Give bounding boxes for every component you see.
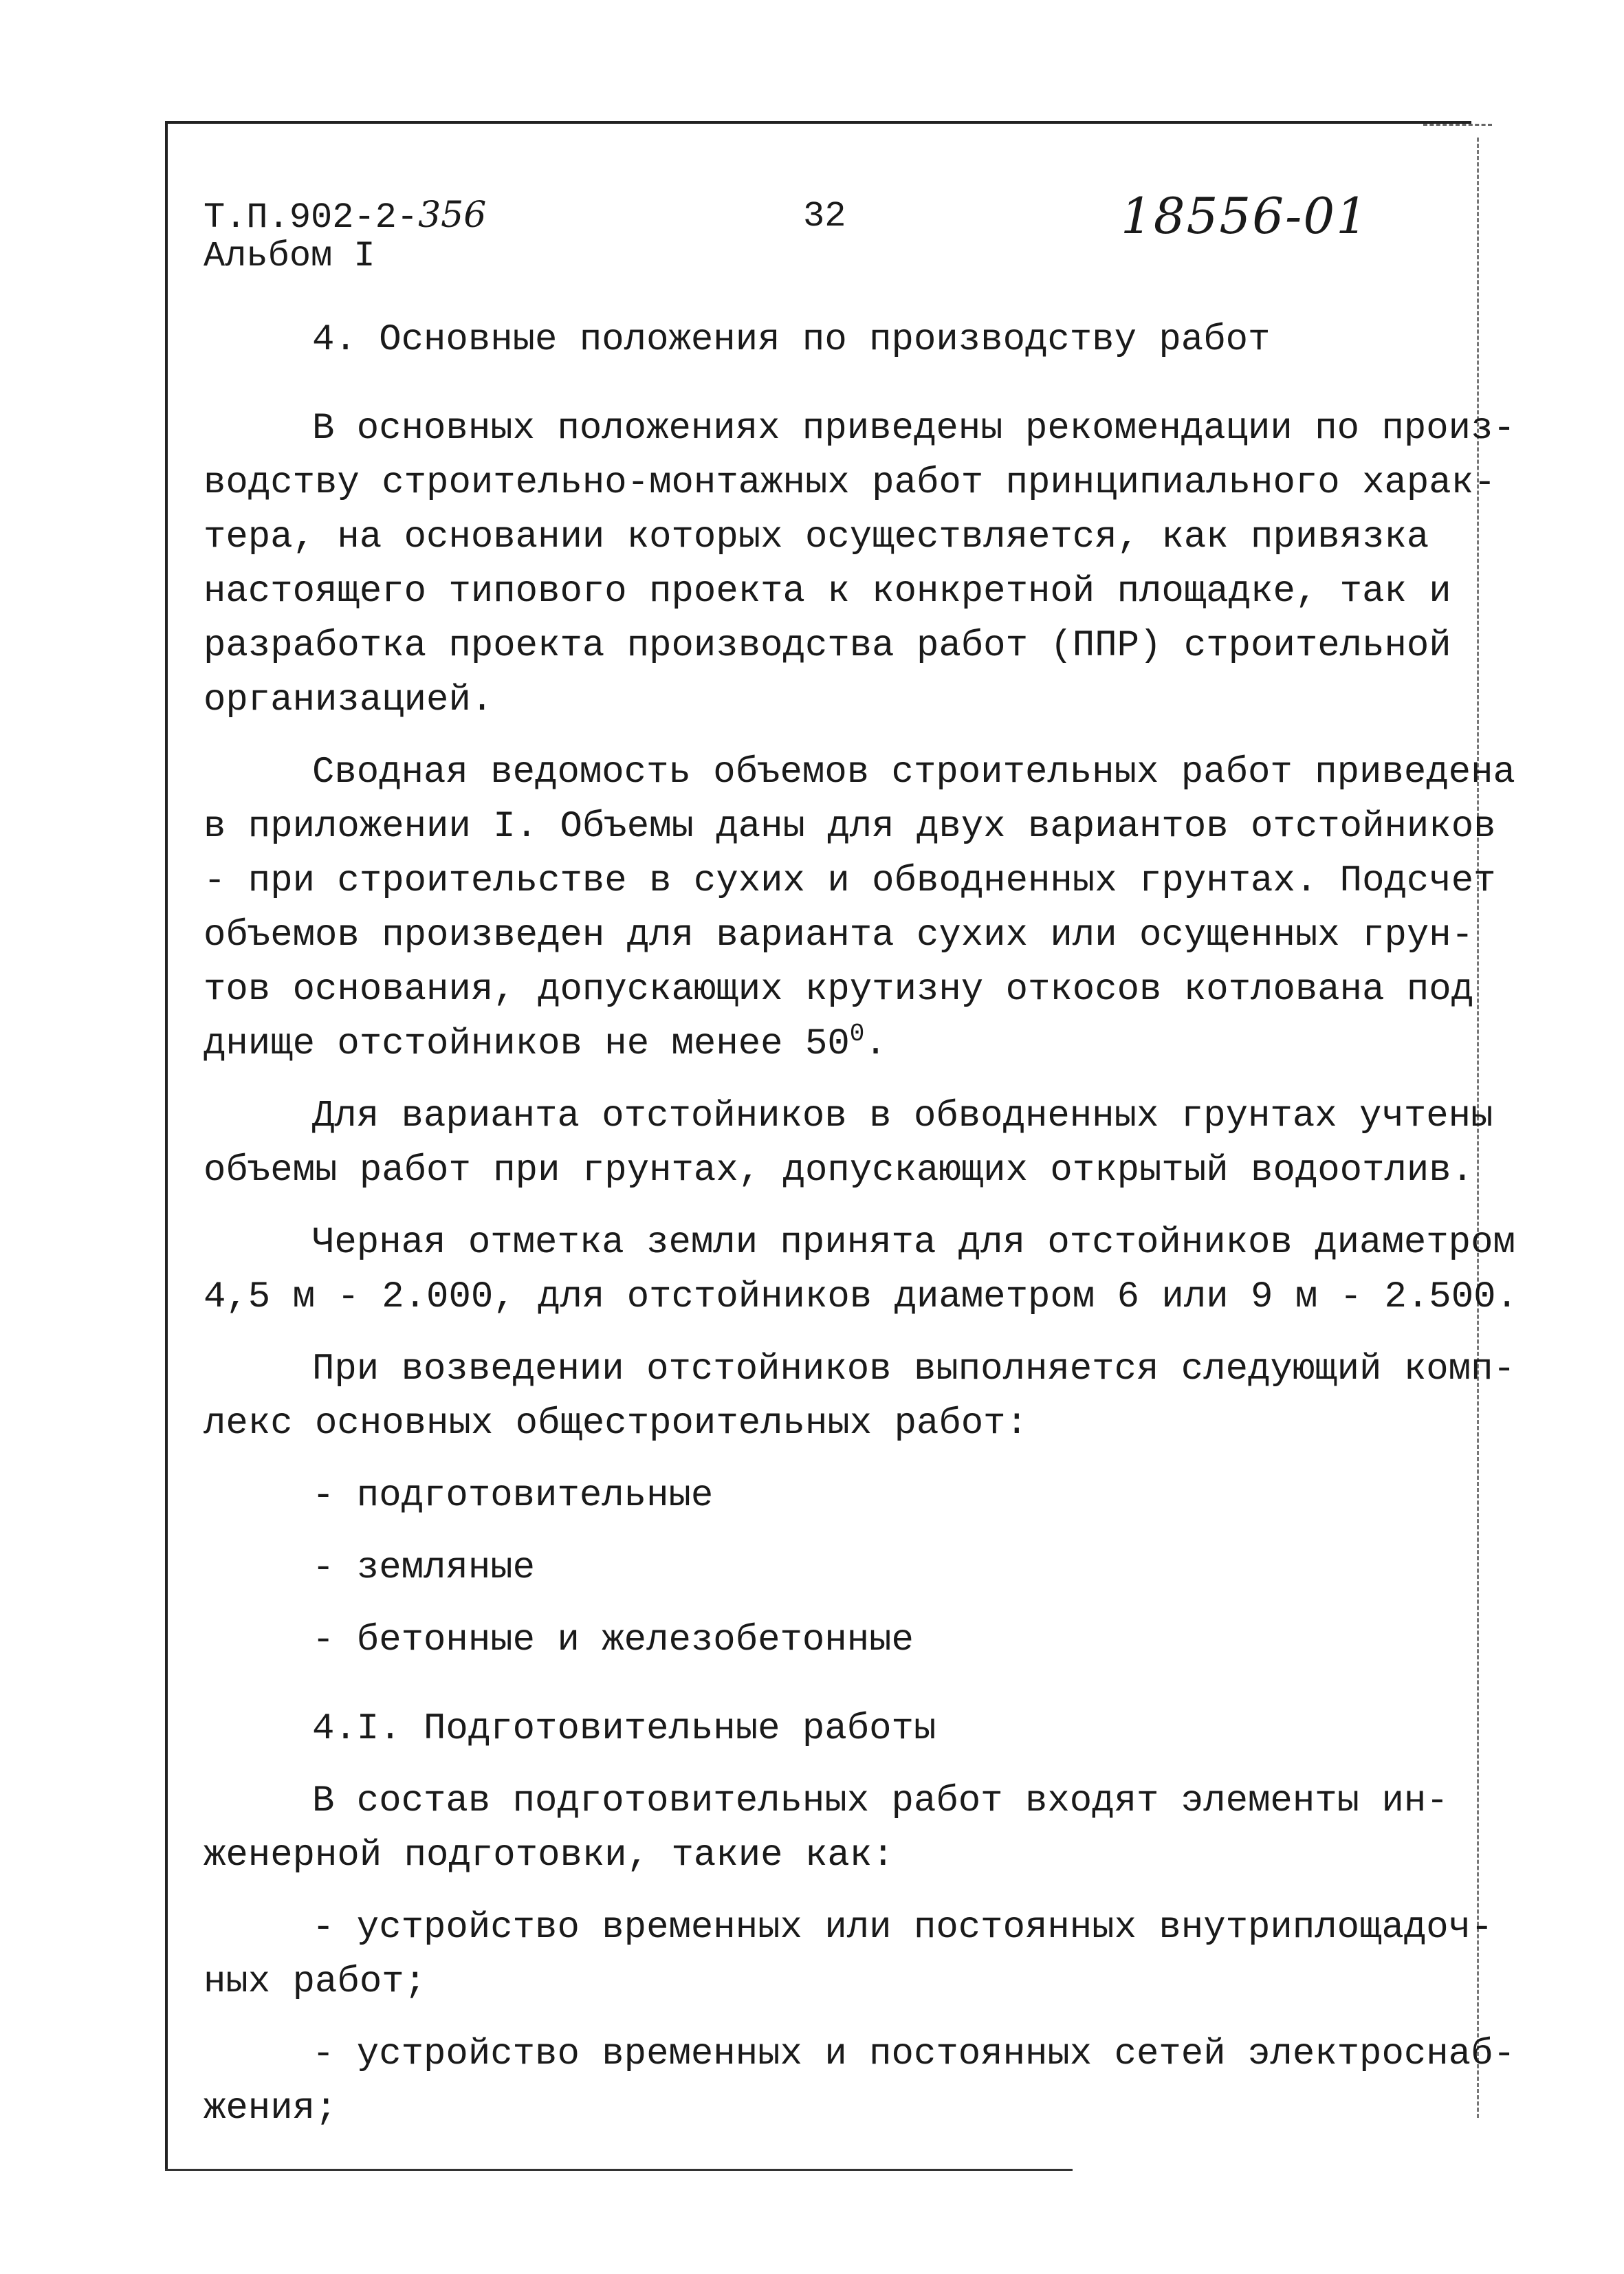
prep-item-1 (204, 1901, 1493, 2009)
text-line: - при строительстве в сухих и обводненных грунтах. Подсчет (204, 860, 1496, 902)
text-line: - устройство временных или постоянных внутриплощадоч- (312, 1907, 1493, 1949)
text-line: тера, на основании которых осуществляется, как привязка (204, 516, 1429, 558)
text-line: 4,5 м - 2.000, для отстойников диаметром 6 или 9 м - 2.500. (204, 1276, 1518, 1318)
degree-superscript: 0 (849, 1020, 865, 1048)
document-header (204, 196, 486, 276)
text-line: объемов произведен для варианта сухих или осущенных грун- (204, 915, 1474, 956)
list-item: - бетонные и железобетонные (312, 1619, 914, 1661)
frame-left-border (165, 121, 168, 2170)
text-line: - устройство временных и постоянных сетей электроснаб- (312, 2033, 1515, 2075)
text-line: днище отстойников не менее $50^0$. (204, 1020, 887, 1065)
paragraph-2 (204, 745, 1515, 1071)
text-line: При возведении отстойников выполняется следующий комп- (312, 1348, 1515, 1390)
text-line: жения; (204, 2088, 338, 2130)
document-code-handwritten: 356 (418, 195, 487, 236)
text-line: Сводная ведомость объемов строительных работ приведена (312, 752, 1515, 794)
work-types-list (204, 1469, 1482, 1668)
text-line: женерной подготовки, такие как: (204, 1835, 895, 1877)
text-line: Черная отметка земли принята для отстойников диаметром (312, 1222, 1515, 1264)
page-number: 32 (803, 196, 846, 237)
text-line: водству строительно-монтажных работ принципиального харак- (204, 462, 1496, 504)
section-4-1-title: 4.I. Подготовительные работы (312, 1708, 936, 1750)
list-item: - земляные (312, 1547, 536, 1589)
text-line: разработка проекта производства работ (ППР) строительной (204, 625, 1451, 667)
prep-item-2 (204, 2027, 1515, 2136)
text-line: тов основания, допускающих крутизну откосов котлована под (204, 969, 1474, 1011)
text-line: организацией. (204, 679, 494, 721)
frame-bottom-border (165, 2169, 1073, 2171)
paragraph-5 (204, 1342, 1515, 1451)
paragraph-3 (204, 1089, 1493, 1198)
text-line: Для варианта отстойников в обводненных грунтах учтены (312, 1095, 1493, 1137)
paragraph-1 (204, 402, 1515, 728)
handwritten-code: 18556-01 (1121, 187, 1369, 245)
album-label: Альбом I (204, 236, 375, 276)
text-line: лекс основных общестроительных работ: (204, 1403, 1028, 1445)
text-line: объемы работ при грунтах, допускающих открытый водоотлив. (204, 1150, 1474, 1192)
text-line: в приложении I. Объемы даны для двух вариантов отстойников (204, 806, 1496, 848)
frame-top-dashed-edge (1423, 124, 1492, 126)
text-line: настоящего типового проекта к конкретной площадке, так и (204, 571, 1451, 613)
text-line: В состав подготовительных работ входят элементы ин- (312, 1780, 1449, 1822)
frame-top-border (165, 121, 1471, 124)
paragraph-4 (204, 1216, 1518, 1324)
paragraph-6 (204, 1774, 1482, 1883)
text-line: ных работ; (204, 1961, 427, 2003)
document-code: Т.П.902-2-356 (204, 195, 487, 238)
text-line: В основных положениях приведены рекомендации по произ- (312, 408, 1515, 450)
document-body (204, 313, 1518, 2136)
list-item: - подготовительные (312, 1475, 714, 1517)
section-4-title: 4. Основные положения по производству работ (312, 319, 1271, 361)
